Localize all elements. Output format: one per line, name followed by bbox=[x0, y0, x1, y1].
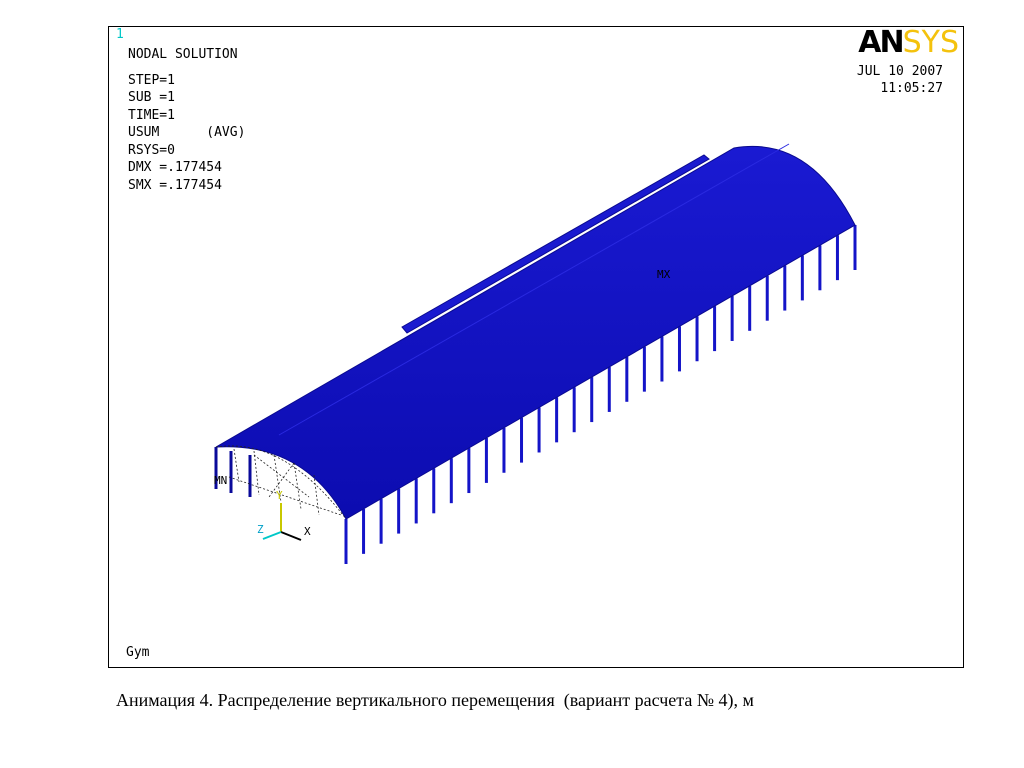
column bbox=[608, 367, 611, 412]
column bbox=[380, 499, 383, 544]
column bbox=[836, 235, 839, 280]
info-rsys: RSYS=0 bbox=[128, 142, 175, 158]
column bbox=[766, 276, 769, 321]
mx-label: MX bbox=[657, 268, 671, 281]
column bbox=[818, 245, 821, 290]
solution-title: NODAL SOLUTION bbox=[128, 47, 238, 62]
info-usum: USUM (AVG) bbox=[128, 125, 246, 140]
info-smx: SMX =.177454 bbox=[128, 177, 222, 193]
column bbox=[783, 266, 786, 311]
time-text: 11:05:27 bbox=[880, 81, 943, 96]
column bbox=[696, 316, 699, 361]
info-sub: SUB =1 bbox=[128, 90, 175, 105]
column bbox=[249, 455, 252, 497]
structure-model[interactable] bbox=[109, 27, 963, 667]
model-title: Gym bbox=[126, 645, 150, 660]
column bbox=[538, 407, 541, 452]
column bbox=[801, 255, 804, 300]
figure-caption: Анимация 4. Распределение вертикального перемещения (вариант расчета № 4), м bbox=[116, 690, 754, 710]
column bbox=[573, 387, 576, 432]
column bbox=[230, 451, 233, 493]
column bbox=[731, 296, 734, 341]
column bbox=[397, 489, 400, 534]
info-step: STEP=1 bbox=[128, 72, 175, 88]
column bbox=[467, 448, 470, 493]
logo-sys: SYS bbox=[902, 25, 959, 60]
mn-label: MN bbox=[214, 474, 228, 487]
axis-z-label: Z bbox=[257, 523, 264, 536]
axis-y-label: Y bbox=[276, 489, 283, 502]
column bbox=[590, 377, 593, 422]
column bbox=[520, 418, 523, 463]
column bbox=[555, 397, 558, 442]
column bbox=[502, 428, 505, 473]
window-number: 1 bbox=[116, 27, 124, 42]
roof-shell bbox=[216, 146, 855, 519]
column bbox=[345, 519, 348, 564]
column bbox=[748, 286, 751, 331]
logo-an: AN bbox=[858, 25, 903, 60]
column bbox=[485, 438, 488, 483]
axis-triad bbox=[257, 489, 311, 540]
info-time: TIME=1 bbox=[128, 107, 175, 123]
column bbox=[432, 468, 435, 513]
column bbox=[854, 225, 857, 270]
info-dmx: DMX =.177454 bbox=[128, 160, 222, 175]
column bbox=[643, 347, 646, 392]
axis-x-label: X bbox=[304, 525, 311, 538]
column bbox=[713, 306, 716, 351]
date-text: JUL 10 2007 bbox=[856, 64, 943, 79]
column bbox=[625, 357, 628, 402]
graphics-window[interactable] bbox=[108, 26, 964, 668]
column bbox=[415, 478, 418, 523]
column bbox=[362, 509, 365, 554]
column bbox=[450, 458, 453, 503]
column bbox=[678, 326, 681, 371]
column bbox=[660, 337, 663, 382]
